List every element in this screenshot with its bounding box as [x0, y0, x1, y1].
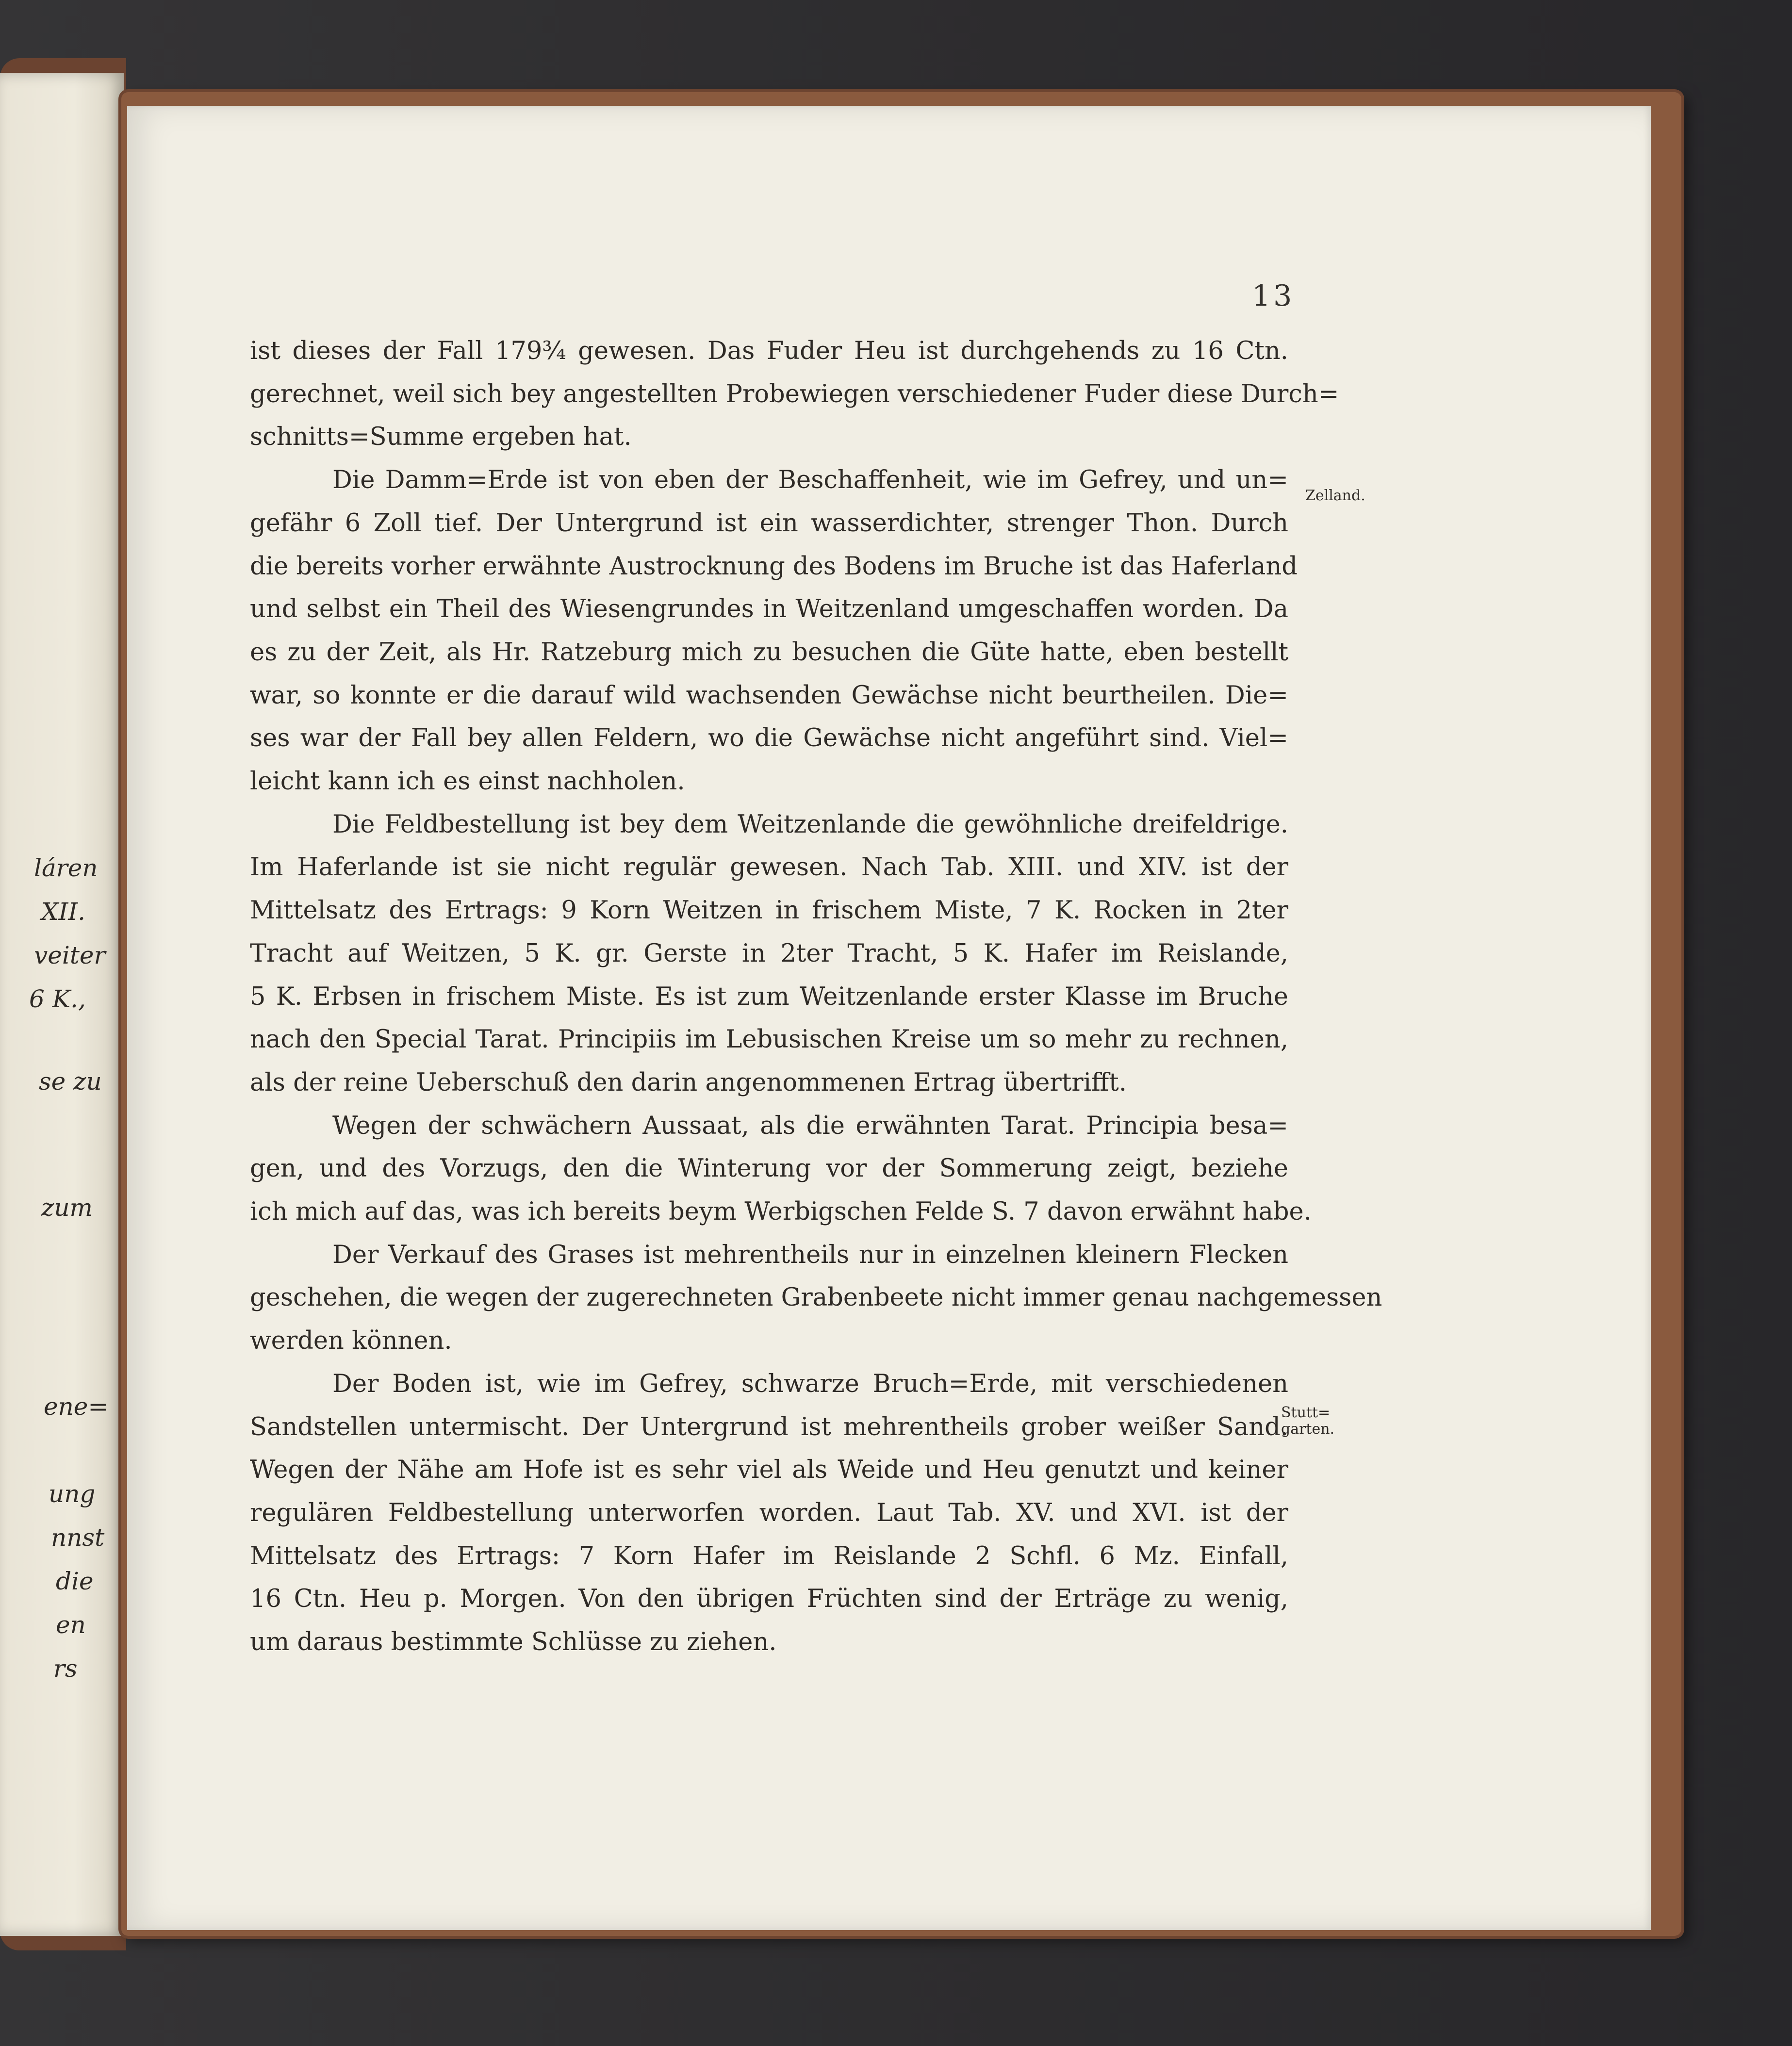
text-line: geschehen, die wegen der zugerechneten Grabenbeete nicht immer genau nachgemessen	[250, 1283, 1382, 1312]
left-fragment: ene=	[44, 1392, 109, 1421]
text-line: werden können.	[250, 1326, 452, 1356]
left-fragment: en	[56, 1611, 86, 1639]
left-fragment: rs	[53, 1654, 78, 1683]
text-line: nach den Special Tarat. Principiis im Lebusischen Kreise um so mehr zu rechnen,	[250, 1025, 1288, 1054]
text-line: Mittelsatz des Ertrags: 7 Korn Hafer im Reislande 2 Schfl. 6 Mz. Einfall,	[250, 1541, 1288, 1571]
left-fragment: láren	[34, 854, 98, 882]
left-fragment: XII.	[41, 898, 85, 926]
text-line: schnitts=Summe ergeben hat.	[250, 423, 632, 452]
left-fragment: nnst	[51, 1523, 105, 1552]
text-line: Die Feldbestellung ist bey dem Weitzenlande die gewöhnliche dreifeldrige.	[332, 810, 1288, 839]
text-line: gefähr 6 Zoll tief. Der Untergrund ist ein wasserdichter, strenger Thon. Durch	[250, 508, 1288, 538]
text-line: als der reine Ueberschuß den darin angenommenen Ertrag übertrifft.	[250, 1068, 1127, 1097]
text-line: Wegen der schwächern Aussaat, als die erwähnten Tarat. Principia besa=	[332, 1111, 1288, 1140]
text-line: gerechnet, weil sich bey angestellten Probewiegen verschiedener Fuder diese Durch=	[250, 379, 1339, 409]
text-line: gen, und des Vorzugs, den die Winterung vor der Sommerung zeigt, beziehe	[250, 1154, 1288, 1183]
text-line: Die Damm=Erde ist von eben der Beschaffenheit, wie im Gefrey, und un=	[332, 466, 1288, 495]
text-line: Wegen der Nähe am Hofe ist es sehr viel als Weide und Heu genutzt und keiner	[250, 1456, 1288, 1485]
left-fragment: ung	[49, 1480, 96, 1508]
margin-note-stuttgarten: Stutt= garten.	[1281, 1404, 1335, 1438]
text-line: regulären Feldbestellung unterworfen worden. Laut Tab. XV. und XVI. ist der	[250, 1498, 1288, 1527]
page-number: 13	[1252, 279, 1295, 313]
left-fragment: zum	[41, 1194, 93, 1222]
text-line: Mittelsatz des Ertrags: 9 Korn Weitzen in frischem Miste, 7 K. Rocken in 2ter	[250, 896, 1288, 925]
text-line: ses war der Fall bey allen Feldern, wo die Gewächse nicht angeführt sind. Viel=	[250, 724, 1288, 753]
left-fragment: veiter	[34, 941, 106, 969]
text-line: Der Boden ist, wie im Gefrey, schwarze Bruch=Erde, mit verschiedenen	[332, 1369, 1288, 1398]
text-line: ist dieses der Fall 179¾ gewesen. Das Fuder Heu ist durchgehends zu 16 Ctn.	[250, 337, 1288, 365]
left-fragment: se zu	[39, 1067, 102, 1096]
text-line: Tracht auf Weitzen, 5 K. gr. Gerste in 2ter Tracht, 5 K. Hafer im Reislande,	[250, 939, 1288, 968]
text-line: war, so konnte er die darauf wild wachsenden Gewächse nicht beurtheilen. Die=	[250, 681, 1288, 710]
text-line: die bereits vorher erwähnte Austrocknung des Bodens im Bruche ist das Haferland	[250, 552, 1298, 581]
text-line: 16 Ctn. Heu p. Morgen. Von den übrigen Früchten sind der Erträge zu wenig,	[250, 1585, 1288, 1614]
left-fragment: 6 K.,	[29, 985, 86, 1013]
text-line: 5 K. Erbsen in frischem Miste. Es ist zum Weitzenlande erster Klasse im Bruche	[250, 982, 1288, 1011]
text-line: ich mich auf das, was ich bereits beym Werbigschen Felde S. 7 davon erwähnt habe.	[250, 1197, 1312, 1227]
text-line: um daraus bestimmte Schlüsse zu ziehen.	[250, 1628, 777, 1657]
text-line: und selbst ein Theil des Wiesengrundes in Weitzenland umgeschaffen worden. Da	[250, 595, 1288, 624]
text-line: leicht kann ich es einst nachholen.	[250, 767, 685, 796]
text-line: Sandstellen untermischt. Der Untergrund ist mehrentheils grober weißer Sand.	[250, 1412, 1288, 1441]
left-fragment: die	[56, 1567, 94, 1595]
left-page	[0, 73, 124, 1936]
text-line: Im Haferlande ist sie nicht regulär gewesen. Nach Tab. XIII. und XIV. ist der	[250, 853, 1288, 882]
text-line: es zu der Zeit, als Hr. Ratzeburg mich zu besuchen die Güte hatte, eben bestellt	[250, 638, 1288, 667]
text-line: Der Verkauf des Grases ist mehrentheils nur in einzelnen kleinern Flecken	[332, 1240, 1288, 1269]
margin-note-zelland: Zelland.	[1305, 487, 1365, 504]
